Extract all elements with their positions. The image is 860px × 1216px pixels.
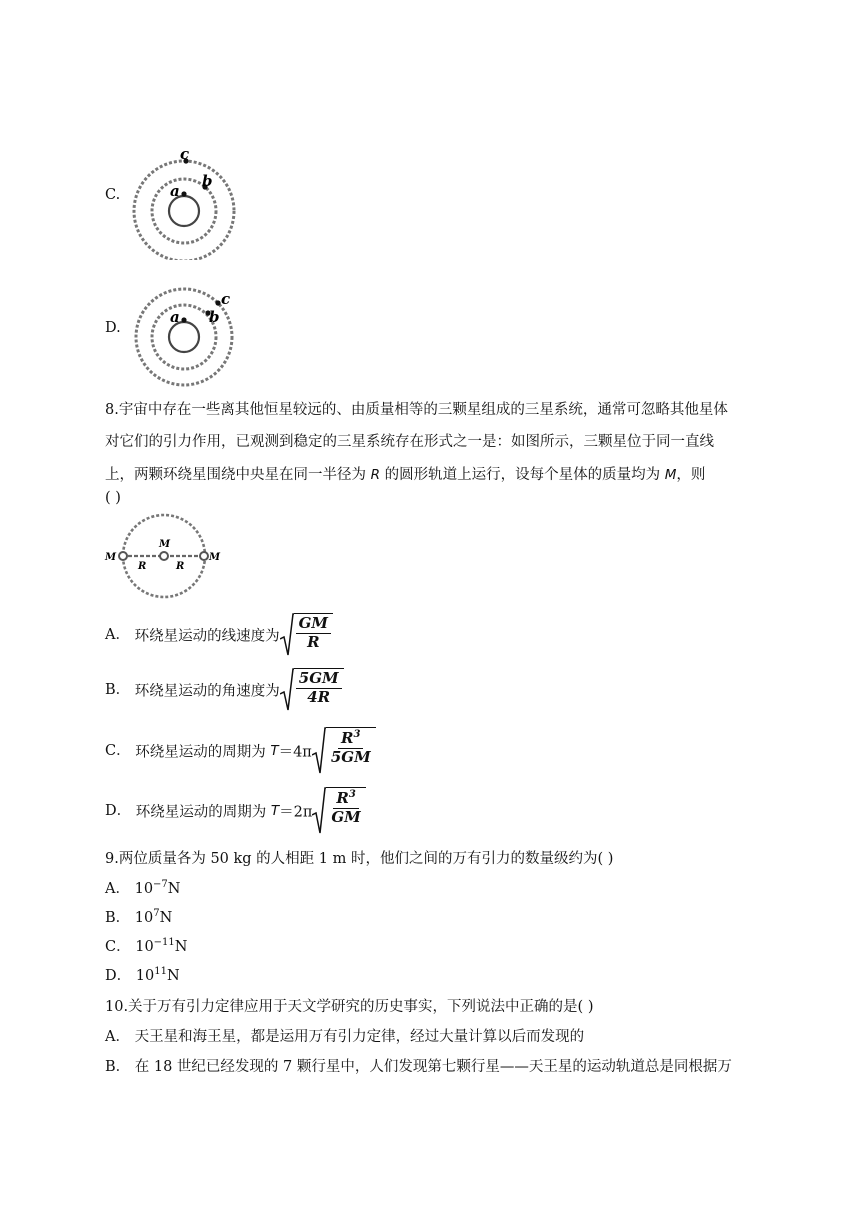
q8-option-a-sqrt [280,613,333,657]
q8-option-b-numerator: 5GM [296,671,342,689]
q8-option-c-sqrt [312,727,376,775]
q7d-a-label: a [170,308,180,326]
q9-option-c-base: 10 [135,939,154,955]
q8-option-d-eq: ＝2π [279,804,313,821]
q7c-a-label: a [170,182,180,200]
q9-option-c-label: C． [105,939,131,955]
q9-option-d-label: D． [105,968,132,984]
q8-stem-line-3 [105,463,705,484]
q9-stem: 9.两位质量各为 50 kg 的人相距 1 m 时，他们之间的万有引力的数量级约为( ) [105,851,614,867]
q9-option-b [105,906,172,927]
q8-three-star-diagram [103,512,223,604]
q9-option-a-exp: −7 [153,879,168,890]
q9-option-d-exp: 11 [154,966,167,977]
q10-stem: 10.关于万有引力定律应用于天文学研究的历史事实，下列说法中正确的是( ) [105,999,594,1015]
q9-option-a-unit: N [167,881,181,897]
q8-diagram-M-right: M [209,552,221,563]
q9-option-d-base: 10 [135,968,155,984]
q10-option-b [105,1055,732,1076]
q8-diagram-M-left: M [105,552,117,563]
q7c-c-label: c [180,145,190,163]
q8-option-c-eq: ＝4π [278,744,312,761]
q8-mass-symbol: M [664,467,677,483]
q8-option-c-num-base: R [341,729,354,747]
q8-option-d-denominator: GM [331,807,361,826]
q8-option-b-text: 环绕星运动的角速度为 [134,683,280,700]
q9-option-b-unit: N [159,910,173,926]
q8-option-d-sqrt [312,787,365,835]
q8-diagram-R-right: R [176,561,185,572]
q8-option-b [105,668,344,712]
q8-answer-blank: ( ) [105,490,121,506]
q7d-b-label: b [209,308,220,326]
q9-option-a-base: 10 [134,881,154,897]
q8-option-d-num-exp: 3 [348,789,356,800]
q9-option-c-unit: N [174,939,188,955]
q8-option-a-label: A． [105,627,130,643]
q8-option-d-num-base: R [336,789,349,807]
q8-option-b-label: B． [105,682,131,698]
q10-option-a-label: A． [105,1029,130,1045]
q8-option-d-text: 环绕星运动的周期为 [135,804,271,821]
q8-option-c-denominator: 5GM [330,747,371,766]
q8-option-c-label: C． [105,743,131,759]
q9-option-d [105,964,180,985]
q10-option-a-text: 天王星和海王星，都是运用万有引力定律，经过大量计算以后而发现的 [134,1029,585,1045]
q8-diagram-R-left: R [138,561,147,572]
q8-option-c-text: 环绕星运动的周期为 [135,744,271,761]
q8-stem-line-1: 8.宇宙中存在一些离其他恒星较远的、由质量相等的三颗星组成的三星系统，通常可忽略其他星体 [105,402,728,418]
q8-option-d [105,787,366,835]
q10-option-b-text: 在 18 世纪已经发现的 7 颗行星中，人们发现第七颗行星——天王星的运动轨道总是同根据万 [134,1059,732,1075]
q8-option-c [105,727,376,775]
q8-option-d-T: T [270,803,280,819]
q8-line3-part-a: 上，两颗环绕星围绕中央星在同一半径为 [105,467,371,483]
q9-option-b-label: B． [105,910,131,926]
q8-option-a-numerator: GM [296,616,331,634]
q9-option-c-exp: −11 [153,937,175,948]
q9-option-a-label: A． [105,881,130,897]
q7-option-c-orbit-diagram [130,145,242,260]
q8-radius-symbol: R [370,467,380,483]
q8-option-a-denominator: R [307,632,320,651]
q8-option-c-num-exp: 3 [353,729,361,740]
q8-option-c-T: T [270,743,279,759]
q7-option-d-label: D. [105,320,121,336]
q9-option-c [105,935,187,956]
q8-line3-part-c: ，则 [676,467,706,483]
q8-option-b-denominator: 4R [307,687,331,706]
q8-line3-part-b: 的圆形轨道上运行，设每个星体的质量均为 [380,467,665,483]
q7c-b-label: b [202,172,213,190]
q9-option-d-unit: N [166,968,180,984]
q10-option-b-label: B． [105,1059,131,1075]
q9-option-a [105,877,180,898]
q9-option-b-base: 10 [134,910,154,926]
q7-option-d-orbit-diagram [130,285,242,390]
q9-option-b-exp: 7 [153,908,160,919]
q7d-c-label: c [221,290,231,308]
q8-option-a [105,613,333,657]
q8-option-b-sqrt [280,668,344,712]
q8-option-d-label: D． [105,803,132,819]
q8-option-a-text: 环绕星运动的线速度为 [134,628,280,645]
q8-diagram-M-center: M [159,539,171,550]
q10-option-a [105,1025,584,1046]
q8-stem-line-2: 对它们的引力作用，已观测到稳定的三星系统存在形式之一是：如图所示，三颗星位于同一直线 [105,434,714,450]
q7-option-c-label: C. [105,187,121,203]
